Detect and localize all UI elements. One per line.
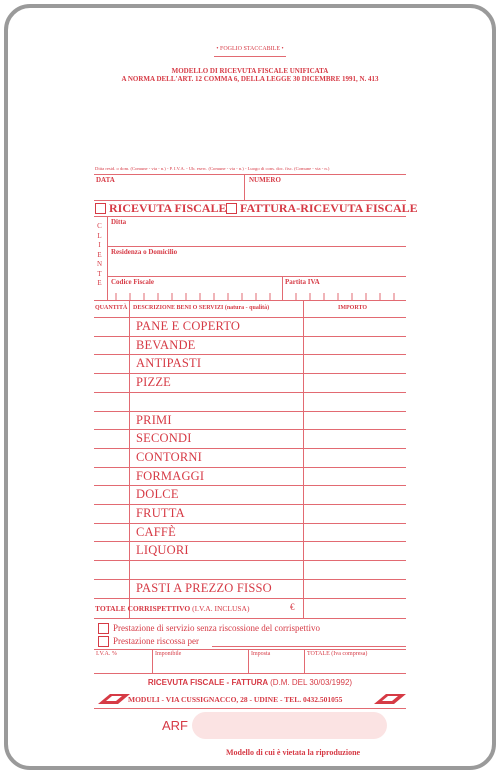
item-label: PANE E COPERTO (136, 319, 241, 333)
doc-title (0, 678, 500, 687)
item-label: CONTORNI (136, 450, 202, 464)
no-collection-label: Prestazione di servizio senza riscossione del corrispettivo (113, 623, 320, 633)
detachable-rule (214, 56, 286, 57)
item-label: CAFFÈ (136, 525, 176, 539)
item-label: FRUTTA (136, 506, 185, 520)
doc-title-ref: (D.M. DEL 30/03/1992) (270, 678, 353, 687)
reproduction-notice: Modello di cui è vietata la riproduzione (226, 748, 361, 757)
publisher-info: MODULI - VIA CUSSIGNACCO, 28 - UDINE - TEL. 0432.501055 (128, 695, 343, 704)
row-rule (94, 392, 406, 393)
row-rule (94, 336, 406, 337)
row-rule (94, 317, 406, 318)
item-label: FORMAGGI (136, 469, 205, 483)
row-rule (94, 485, 406, 486)
row-rule (94, 429, 406, 430)
collected-for-checkbox[interactable] (98, 636, 109, 647)
description-header: DESCRIZIONE BENI O SERVIZI (natura - qualità) (133, 305, 270, 311)
row-rule (94, 467, 406, 468)
row-rule (94, 560, 406, 561)
vat-percent-label: I.V.A. % (96, 651, 117, 657)
detachable-label: • FOGLIO STACCABILE • (216, 46, 284, 52)
model-title: MODELLO DI RICEVUTA FISCALE UNIFICATA (171, 67, 329, 75)
tax-code-label: Codice Fiscale (111, 278, 154, 286)
collected-for-label: Prestazione riscossa per (113, 636, 199, 646)
amount-header: IMPORTO (338, 305, 368, 311)
quantity-header: QUANTITÀ (95, 305, 128, 311)
number-label: NUMERO (249, 176, 281, 184)
total-title: TOTALE CORRISPETTIVO (95, 604, 191, 613)
euro-sign: € (290, 602, 295, 612)
taxable-label: Imponibile (155, 651, 182, 657)
item-label: PASTI A PREZZO FISSO (136, 581, 272, 595)
client-side-label: CLIENTE (96, 222, 104, 287)
total-label (95, 604, 249, 613)
item-label: BEVANDE (136, 338, 196, 352)
row-rule (94, 373, 406, 374)
receipt-label: RICEVUTA FISCALE (109, 201, 227, 215)
item-label: LIQUORI (136, 543, 189, 557)
document-frame (4, 4, 496, 770)
total-note: (I.V.A. INCLUSA) (192, 604, 250, 613)
total-incl-vat-label: TOTALE (Iva compresa) (307, 651, 368, 657)
publisher-logo-left-icon (96, 692, 132, 706)
row-rule (94, 579, 406, 580)
law-reference: A NORMA DELL'ART. 12 COMMA 6, DELLA LEGGE 30 DICEMBRE 1991, N. 413 (121, 75, 379, 83)
date-label: DATA (96, 176, 115, 184)
row-rule (94, 411, 406, 412)
character-ticks (94, 290, 406, 300)
row-rule (94, 448, 406, 449)
item-label: ANTIPASTI (136, 356, 202, 370)
doc-title-main: RICEVUTA FISCALE - FATTURA (147, 678, 268, 687)
item-label: PIZZE (136, 375, 172, 389)
row-rule (94, 504, 406, 505)
item-label: SECONDI (136, 431, 192, 445)
item-label: PRIMI (136, 413, 172, 427)
row-rule (94, 541, 406, 542)
form-code: ARF (162, 718, 188, 733)
receipt-checkbox[interactable] (95, 203, 106, 214)
form-code-pill (192, 712, 387, 739)
invoice-receipt-checkbox[interactable] (226, 203, 237, 214)
tax-label: Imposta (251, 651, 271, 657)
publisher-logo-right-icon (372, 692, 408, 706)
company-info-line: Ditta resid. o dom. (Comune - via - n.) - P. I.V.A. - Ub. eserc. (Comune - via - n.) - Luogo di cons. doc. fisc. (Comune - via - n.) (95, 166, 330, 171)
company-name-label: Ditta (111, 218, 127, 226)
vat-number-label: Partita IVA (285, 278, 320, 286)
row-rule (94, 523, 406, 524)
residence-label: Residenza o Domicilio (111, 248, 178, 256)
row-rule (94, 354, 406, 355)
item-label: DOLCE (136, 487, 179, 501)
no-collection-checkbox[interactable] (98, 623, 109, 634)
invoice-receipt-label: FATTURA-RICEVUTA FISCALE (240, 201, 418, 215)
